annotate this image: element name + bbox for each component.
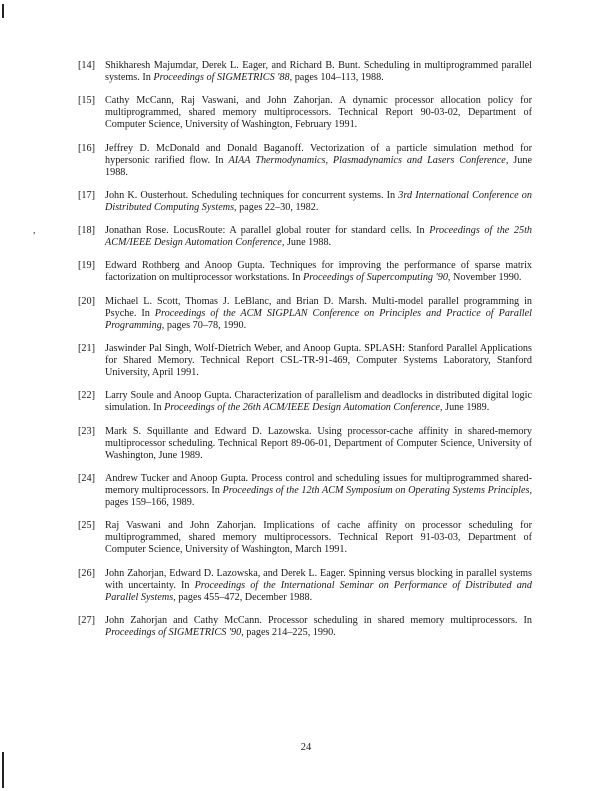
reference-item bbox=[74, 225, 532, 249]
reference-number: [21] bbox=[78, 343, 95, 355]
reference-number: [27] bbox=[78, 614, 95, 626]
reference-details: , pages 70–78, 1990. bbox=[161, 319, 247, 331]
reference-number: [26] bbox=[78, 567, 95, 579]
reference-venue: Proceedings of the International Seminar on Performance of Distributed and Parallel Systems bbox=[105, 579, 532, 603]
reference-number: [25] bbox=[78, 520, 95, 532]
reference-number: [22] bbox=[78, 390, 95, 402]
reference-number: [16] bbox=[78, 142, 95, 154]
reference-venue: AIAA Thermodynamics, Plasmadynamics and Lasers Conference bbox=[228, 154, 506, 166]
reference-item bbox=[74, 143, 532, 179]
reference-text: Cathy McCann, Raj Vaswani, and John Zahorjan. A dynamic processor allocation policy for multiprogrammed, shared memory multiprocessors. Technical Report 90-03-02, Department of Computer Science, University of Washington, February 1991. bbox=[105, 95, 532, 131]
reference-item bbox=[74, 60, 532, 84]
scan-edge-mark-top bbox=[2, 4, 4, 18]
reference-text: Andrew Tucker and Anoop Gupta. Process control and scheduling issues for multiprogrammed shared-memory multiprocessors. In bbox=[105, 472, 532, 496]
reference-venue: 3rd International Conference on Distributed Computing Systems bbox=[105, 189, 532, 213]
reference-number: [23] bbox=[78, 425, 95, 437]
reference-item bbox=[74, 473, 532, 509]
reference-text: Michael L. Scott, Thomas J. LeBlanc, and Brian D. Marsh. Multi-model parallel programming in Psyche. In bbox=[105, 295, 532, 319]
reference-number: [24] bbox=[78, 472, 95, 484]
reference-text: John K. Ousterhout. Scheduling techniques for concurrent systems. In bbox=[105, 189, 399, 201]
reference-venue: Proceedings of SIGMETRICS '90 bbox=[105, 626, 242, 638]
reference-venue: Proceedings of SIGMETRICS '88 bbox=[153, 72, 290, 83]
reference-details: , pages 104–113, 1988. bbox=[289, 72, 384, 83]
scan-edge-mark-bottom bbox=[2, 752, 4, 788]
reference-item bbox=[74, 260, 532, 284]
reference-details: , pages 159–166, 1989. bbox=[105, 484, 532, 508]
reference-number: [18] bbox=[78, 225, 95, 237]
stray-mark: , bbox=[33, 225, 36, 236]
reference-number: [20] bbox=[78, 295, 95, 307]
reference-details: , pages 214–225, 1990. bbox=[241, 626, 336, 638]
reference-item bbox=[74, 343, 532, 379]
reference-item bbox=[74, 390, 532, 414]
reference-text: Larry Soule and Anoop Gupta. Characterization of parallelism and deadlocks in distributed digital logic simulation. In bbox=[105, 390, 532, 414]
reference-text: Jonathan Rose. LocusRoute: A parallel global router for standard cells. In bbox=[105, 225, 430, 237]
reference-number: [15] bbox=[78, 95, 95, 107]
reference-text: Raj Vaswani and John Zahorjan. Implications of cache affinity on processor scheduling for multiprogrammed, shared memory multiprocessors. Technical Report 91-03-03, Department of Computer Science, University of Washington, March 1991. bbox=[105, 520, 532, 556]
reference-item bbox=[74, 615, 532, 639]
reference-text: Edward Rothberg and Anoop Gupta. Techniques for improving the performance of sparse matrix factorization on multiprocessor workstations. In bbox=[105, 260, 532, 284]
reference-item bbox=[74, 95, 532, 131]
page-number: 24 bbox=[300, 742, 312, 753]
reference-number: [14] bbox=[78, 60, 95, 71]
reference-details: , pages 22–30, 1982. bbox=[234, 201, 319, 213]
reference-venue: Proceedings of the ACM SIGPLAN Conference on Principles and Practice of Parallel Programming bbox=[105, 307, 532, 331]
reference-item bbox=[74, 190, 532, 214]
reference-details: , June 1988. bbox=[105, 154, 532, 178]
reference-venue: Proceedings of Supercomputing '90 bbox=[303, 272, 448, 284]
reference-text: Jeffrey D. McDonald and Donald Baganoff. Vectorization of a particle simulation method for hypersonic rarified flow. In bbox=[105, 142, 532, 166]
reference-item bbox=[74, 520, 532, 556]
reference-venue: Proceedings of the 12th ACM Symposium on Operating Systems Principles bbox=[222, 484, 530, 496]
reference-text: Shikharesh Majumdar, Derek L. Eager, and Richard B. Bunt. Scheduling in multiprogrammed parallel systems. In bbox=[105, 60, 532, 83]
reference-venue: Proceedings of the 25th ACM/IEEE Design Automation Conference bbox=[105, 225, 532, 249]
reference-text: John Zahorjan, Edward D. Lazowska, and Derek L. Eager. Spinning versus blocking in parallel systems with uncertainty. In bbox=[105, 567, 532, 591]
reference-details: , June 1989. bbox=[440, 402, 490, 414]
reference-details: , pages 455–472, December 1988. bbox=[173, 591, 313, 603]
reference-list bbox=[74, 60, 532, 650]
reference-text: John Zahorjan and Cathy McCann. Processor scheduling in shared memory multiprocessors. In bbox=[105, 614, 532, 626]
reference-item bbox=[74, 296, 532, 332]
reference-number: [19] bbox=[78, 260, 95, 272]
reference-number: [17] bbox=[78, 189, 95, 201]
reference-text: Mark S. Squillante and Edward D. Lazowska. Using processor-cache affinity in shared-memory multiprocessor scheduling. Technical Report 89-06-01, Department of Computer Science, University of Washington, June 1989. bbox=[105, 425, 532, 461]
reference-item bbox=[74, 426, 532, 462]
reference-details: , June 1988. bbox=[281, 237, 332, 249]
reference-item bbox=[74, 568, 532, 604]
reference-details: , November 1990. bbox=[447, 272, 522, 284]
reference-text: Jaswinder Pal Singh, Wolf-Dietrich Weber, and Anoop Gupta. SPLASH: Stanford Parallel Applications for Shared Memory. Technical Report CSL-TR-91-469, Computer Systems Laboratory, Stanford University, April 1991. bbox=[105, 343, 532, 379]
reference-venue: Proceedings of the 26th ACM/IEEE Design Automation Conference bbox=[164, 402, 441, 414]
